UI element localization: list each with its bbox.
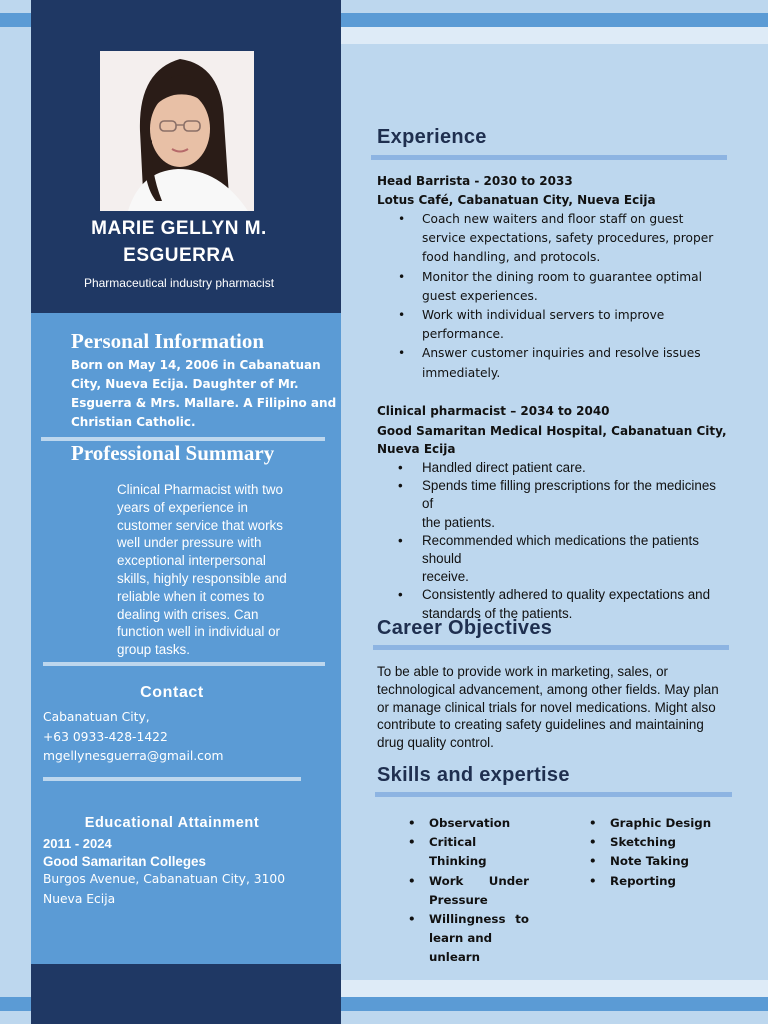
personal-line: Esguerra & Mrs. Mallare. A Filipino and [71,396,337,410]
skills-column-1 [405,814,529,968]
personal-info-heading: Personal Information [71,329,265,353]
duty-line: • Coach new waiters and floor staff on guest [422,212,684,226]
contact-block [43,708,223,767]
name-line-2: ESGUERRA [123,245,235,266]
list-item [377,210,727,268]
summary-text: Clinical Pharmacist with two years of experience in customer service that works well under pressure with exceptional interpersonal skills, highly responsible and reliable when it comes to dealing with crises. Can function well in individual or group tasks. [117,482,287,658]
skill-item: • Reporting [586,872,726,891]
contact-email[interactable]: mgellynesguerra@gmail.com [43,749,224,763]
education-school: Good Samaritan Colleges [43,854,206,869]
summary-heading: Professional Summary [71,441,275,465]
skill-text: Pressure [429,892,488,907]
duty-line: • Answer customer inquiries and resolve issues [422,346,701,361]
duty-line: standards of the patients. [422,605,573,621]
job-subtitle: Pharmaceutical industry pharmacist [83,276,275,290]
experience-rule [371,155,727,160]
list-item [377,532,727,587]
list-item [377,268,727,306]
divider [43,777,301,781]
list-item [377,477,727,532]
portrait-photo-icon [100,51,254,211]
personal-info-text [71,356,336,432]
duty-line: • Consistently adhered to quality expectations and [422,587,711,603]
skills-column-2 [586,814,726,891]
job-1-duties [377,210,727,383]
education-years: 2011 - 2024 [43,836,112,851]
list-item [377,344,727,382]
full-name [31,215,327,269]
duty-line: • Handled direct patient care. [422,460,586,475]
profile-photo [100,51,254,211]
duty-line: service expectations, safety procedures, proper [422,231,714,246]
sidebar-footer-block [31,964,341,1024]
personal-line: City, Nueva Ecija. Daughter of Mr. [71,377,299,391]
skill-item: • Graphic Design [586,814,726,833]
experience-heading: Experience [377,126,487,148]
skill-word: • Work [429,873,464,888]
contact-heading: Contact [140,684,204,701]
job-2-duties [377,459,727,623]
job-1-title: Head Barrista - 2030 to 2033 [377,174,573,188]
job-2-title: Clinical pharmacist – 2034 to 2040 [377,404,610,418]
objectives-heading: Career Objectives [377,617,553,639]
job-2-place-cont: Nueva Ecija [377,442,456,456]
education-heading: Educational Attainment [84,815,260,831]
skill-text [429,872,529,891]
duty-line: • Spends time filling prescriptions for the medicines of [422,478,716,512]
duty-line: • Monitor the dining room to guarantee optimal [422,269,703,284]
contact-phone[interactable]: +63 0933-428-1422 [43,729,168,744]
skill-word: Under [488,873,529,888]
duty-line: food handling, and protocols. [422,250,601,265]
job-1-place: Lotus Café, Cabanatuan City, Nueva Ecija [377,193,656,207]
objectives-rule [373,645,729,650]
skill-item [405,872,529,910]
list-item [377,459,727,477]
duty-line: immediately. [422,365,501,380]
skill-item: • Note Taking [586,852,726,871]
skill-word: to [515,912,529,927]
skill-item: • Observation [405,814,529,833]
education-address-line: Burgos Avenue, Cabanatuan City, 3100 [43,872,286,886]
name-line-1: MARIE GELLYN M. [91,218,267,239]
skills-heading: Skills and expertise [377,764,570,786]
contact-address: Cabanatuan City, [43,710,150,724]
duty-line: the patients. [422,514,495,530]
list-item [377,306,727,344]
skill-word: • Willingness [429,912,506,927]
education-address-line: Nueva Ecija [43,891,116,906]
bottom-pale-band [340,980,768,997]
skill-text: learn and unlearn [429,931,493,965]
duty-line: receive. [422,569,469,585]
skill-item: • Critical Thinking [405,833,529,871]
duty-line: • Work with individual servers to improve [422,308,665,323]
personal-line: Christian Catholic. [71,415,196,429]
job-2-place: Good Samaritan Medical Hospital, Cabanatuan City, [377,424,727,438]
skill-item [405,910,529,968]
divider [43,662,325,666]
duty-line: • Recommended which medications the patients should [422,532,699,567]
duty-line: performance. [422,327,504,342]
skill-item: • Sketching [586,833,726,852]
top-pale-band [340,27,768,44]
duty-line: guest experiences. [422,288,538,303]
objectives-text: To be able to provide work in marketing, sales, or technological advancement, among other fields. May plan or manage clinical trials for novel medications. Might also contribute to creating safety guidelines and maintaining drug quality control. [377,664,719,751]
sidebar [31,0,341,1024]
skills-rule [375,792,732,797]
personal-line: Born on May 14, 2006 in Cabanatuan [71,358,321,372]
skill-text [429,910,529,929]
education-address [43,870,285,909]
